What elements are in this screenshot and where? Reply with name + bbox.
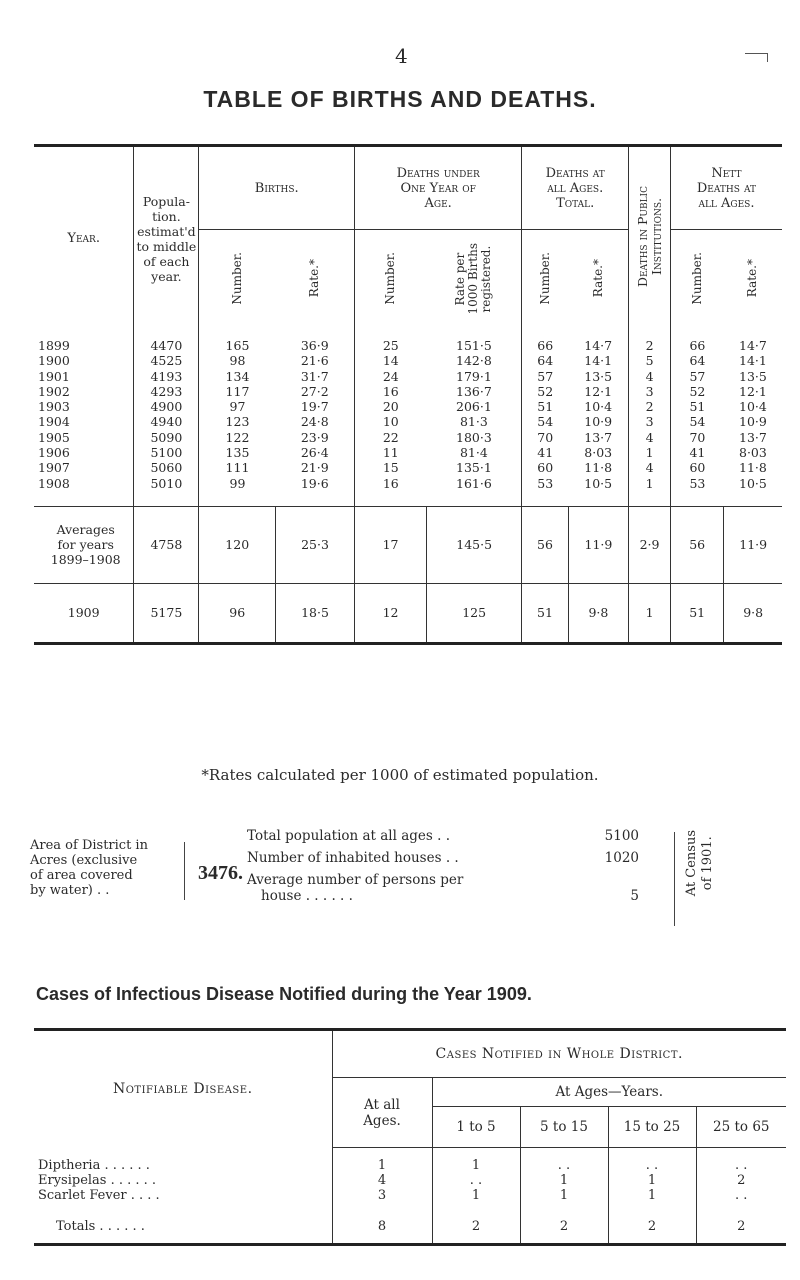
table-cell: 60 <box>522 460 568 475</box>
table-cell: 19·7 <box>300 399 329 415</box>
table-cell: 10·4 <box>739 399 767 415</box>
table-cell: 3 <box>629 414 671 429</box>
area-brace <box>180 842 185 900</box>
table-cell: 8·03 <box>584 445 613 461</box>
table-cell: 1 <box>520 1173 608 1188</box>
table-cell: . . <box>608 1148 696 1174</box>
table-row <box>34 1148 786 1174</box>
table-cell: 12·1 <box>739 383 767 399</box>
table-cell: 122 <box>199 430 276 445</box>
table-cell: 3 <box>629 384 671 399</box>
table-cell: 81·4 <box>459 445 488 461</box>
age-header-5-15: 5 to 15 <box>520 1107 608 1148</box>
year-cell: 1899 <box>38 338 70 353</box>
table-cell: 36·9 <box>300 338 329 353</box>
table-cell: 70 <box>689 429 706 445</box>
table-cell: 96 <box>199 583 276 643</box>
table-cell: 4193 <box>134 369 199 384</box>
table-cell: 98 <box>199 353 276 368</box>
table-cell: 2 <box>432 1209 520 1245</box>
year-cell: 1901 <box>38 368 70 384</box>
table-cell: 165 <box>199 330 276 353</box>
table-cell: 4470 <box>134 330 199 353</box>
averages-row <box>34 506 782 583</box>
table-cell: 3 <box>332 1188 432 1209</box>
table-cell: 20 <box>355 399 427 414</box>
table-cell: 52 <box>689 383 706 399</box>
table-cell: 136·7 <box>456 383 492 399</box>
year-1909-row <box>34 583 782 643</box>
births-header: Births. <box>199 146 355 230</box>
table-cell: 64 <box>522 353 568 368</box>
table-cell: 123 <box>199 414 276 429</box>
table-cell: 1909 <box>34 583 134 643</box>
table-cell: 5100 <box>134 445 199 460</box>
table-cell: 51 <box>522 583 568 643</box>
table-cell: 2 <box>629 399 671 414</box>
table-cell: 22 <box>355 430 427 445</box>
table-cell: 52 <box>522 384 568 399</box>
census-item: house . . . . . . 5 <box>261 888 639 904</box>
table-cell: 5 <box>629 353 671 368</box>
table-cell: 56 <box>522 506 568 583</box>
table-cell: 57 <box>522 369 568 384</box>
births-rate-header: Rate.* <box>307 259 322 298</box>
census-brace <box>670 832 675 926</box>
table-cell: 179·1 <box>456 368 492 384</box>
table-cell: 17 <box>355 506 427 583</box>
table-cell: 4758 <box>134 506 199 583</box>
table-cell: 14·7 <box>739 338 767 353</box>
table-row <box>34 1188 786 1209</box>
table-row <box>34 460 782 475</box>
table-cell: 13·7 <box>584 429 613 445</box>
table-cell: 53 <box>689 475 706 491</box>
infant-rate-header: Rate per 1000 Births registered. <box>453 242 494 315</box>
births-number-header: Number. <box>199 230 276 331</box>
disease-name: Scarlet Fever . . . . <box>38 1188 160 1203</box>
table-cell: 2 <box>608 1209 696 1245</box>
table-cell: 31·7 <box>300 368 329 384</box>
table-row <box>34 476 782 507</box>
page-title: TABLE OF BIRTHS AND DEATHS. <box>203 86 597 112</box>
table-row <box>34 330 782 353</box>
corner-mark <box>745 53 768 62</box>
table-cell: 4 <box>629 369 671 384</box>
table-cell: 25 <box>355 330 427 353</box>
table-cell: 24·8 <box>300 414 329 430</box>
year-cell: 1907 <box>38 460 70 476</box>
age-header-15-25: 15 to 25 <box>608 1107 696 1148</box>
table-cell: 11·9 <box>724 506 782 583</box>
table-cell: 2 <box>696 1173 786 1188</box>
births-deaths-table <box>34 144 782 645</box>
table-cell: 11·9 <box>568 506 628 583</box>
table-cell: 16 <box>355 476 427 507</box>
table-cell: 5010 <box>134 476 199 507</box>
table-cell: 97 <box>199 399 276 414</box>
table-cell: 9·8 <box>568 583 628 643</box>
cases-group-header: Cases Notified in Whole District. <box>332 1030 786 1078</box>
table-row <box>34 430 782 445</box>
table-cell: 51 <box>670 583 723 643</box>
table-cell: 5060 <box>134 460 199 475</box>
table-cell: 56 <box>670 506 723 583</box>
table-cell: 16 <box>355 384 427 399</box>
table-cell: 27·2 <box>300 383 329 399</box>
table-cell: 1 <box>629 583 671 643</box>
deaths-all-ages-header: Deaths at all Ages. Total. <box>522 146 629 230</box>
table-cell: 54 <box>689 414 706 430</box>
table-cell: 51 <box>689 399 706 415</box>
year-cell: 1900 <box>38 353 70 369</box>
table-cell: 12 <box>355 583 427 643</box>
table-cell: 8·03 <box>739 445 767 461</box>
table-cell: 23·9 <box>300 429 329 445</box>
all-ages-header: At all Ages. <box>332 1078 432 1148</box>
table-cell: 134 <box>199 369 276 384</box>
table-cell: 1 <box>629 445 671 460</box>
year-cell: 1903 <box>38 399 70 415</box>
table-cell: 11 <box>355 445 427 460</box>
table-cell: 9·8 <box>724 583 782 643</box>
table-cell: 21·9 <box>300 460 329 476</box>
table-cell: 4 <box>332 1173 432 1188</box>
table-cell: 10·4 <box>584 399 613 415</box>
table-row <box>34 414 782 429</box>
cases-title: Cases of Infectious Disease Notified during the Year 1909. <box>36 984 532 1004</box>
table-cell: 125 <box>427 583 522 643</box>
table-cell: 41 <box>522 445 568 460</box>
table-cell: 4525 <box>134 353 199 368</box>
deaths-number-header: Number. <box>522 230 568 331</box>
table-row <box>34 369 782 384</box>
table-cell: 13·5 <box>584 368 613 384</box>
table-cell: 161·6 <box>456 475 492 491</box>
table-cell: 4293 <box>134 384 199 399</box>
table-cell: 10·5 <box>739 475 767 491</box>
table-cell: 5090 <box>134 430 199 445</box>
table-cell: 1 <box>608 1173 696 1188</box>
table-cell: 5175 <box>134 583 199 643</box>
table-cell: 10 <box>355 414 427 429</box>
area-value: 3476. <box>198 862 243 884</box>
census-item: Total population at all ages . . 5100 <box>247 828 639 844</box>
infant-number-header: Number. <box>355 230 427 331</box>
table-row <box>34 353 782 368</box>
table-cell: 120 <box>199 506 276 583</box>
table-cell: 4940 <box>134 414 199 429</box>
table-cell: 15 <box>355 460 427 475</box>
table-cell: 57 <box>689 368 706 384</box>
table-cell: 151·5 <box>456 338 492 353</box>
table-cell: 2 <box>520 1209 608 1245</box>
table-cell: 1 <box>432 1148 520 1174</box>
table-cell: . . <box>432 1173 520 1188</box>
table-cell: 19·6 <box>300 475 329 491</box>
age-header-25-65: 25 to 65 <box>696 1107 786 1148</box>
table-cell: 81·3 <box>459 414 488 430</box>
year-cell: 1902 <box>38 383 70 399</box>
table-cell: 26·4 <box>300 445 329 461</box>
table-cell: 135·1 <box>456 460 492 476</box>
disease-name: Diptheria . . . . . . <box>38 1157 150 1173</box>
table-row <box>34 384 782 399</box>
table-cell: 13·7 <box>739 429 767 445</box>
table-cell: 12·1 <box>584 383 613 399</box>
disease-name: Erysipelas . . . . . . <box>38 1173 157 1188</box>
table-cell: 10·5 <box>584 475 613 491</box>
table-cell: . . <box>520 1148 608 1174</box>
table-cell: 66 <box>522 330 568 353</box>
table-cell: 14·1 <box>739 353 767 369</box>
table-cell: 24 <box>355 369 427 384</box>
rates-footnote: *Rates calculated per 1000 of estimated population. <box>201 766 599 784</box>
table-cell: 13·5 <box>739 368 767 384</box>
table-cell: 111 <box>199 460 276 475</box>
table-cell: 51 <box>522 399 568 414</box>
table-cell: 99 <box>199 476 276 507</box>
deaths-rate-header: Rate.* <box>590 259 605 298</box>
age-group-header: At Ages—Years. <box>432 1078 786 1107</box>
table-cell: 54 <box>522 414 568 429</box>
nett-rate-header: Rate.* <box>745 259 760 298</box>
table-cell: 41 <box>689 445 706 461</box>
table-cell: 4 <box>629 430 671 445</box>
table-cell: 10·9 <box>739 414 767 430</box>
table-cell: 14 <box>355 353 427 368</box>
table-cell: 2·9 <box>629 506 671 583</box>
year-cell: 1906 <box>38 445 70 461</box>
table-row <box>34 445 782 460</box>
averages-label: Averages for years 1899–1908 <box>34 506 134 583</box>
table-cell: 14·1 <box>584 353 613 369</box>
table-cell: 14·7 <box>584 338 613 353</box>
table-row <box>34 1173 786 1188</box>
table-cell: 142·8 <box>456 353 492 369</box>
area-label: Area of District in Acres (exclusive of area covered by water) . . <box>30 838 148 898</box>
year-cell: 1905 <box>38 429 70 445</box>
totals-label: Totals . . . . . . <box>34 1209 332 1245</box>
table-cell: 1 <box>608 1188 696 1209</box>
year-header: Year. <box>34 146 134 331</box>
year-cell: 1908 <box>38 475 70 491</box>
table-cell: 206·1 <box>456 399 492 415</box>
table-cell: 60 <box>689 460 706 476</box>
nett-deaths-header: Nett Deaths at all Ages. <box>670 146 782 230</box>
table-cell: 66 <box>689 338 706 353</box>
totals-row <box>34 1209 786 1245</box>
nett-number-header: Number. <box>689 252 704 305</box>
table-cell: 2 <box>696 1209 786 1245</box>
table-cell: 64 <box>689 353 706 369</box>
table-cell: 4900 <box>134 399 199 414</box>
table-cell: 11·8 <box>739 460 767 476</box>
table-cell: 1 <box>629 476 671 507</box>
page-number: 4 <box>395 44 408 68</box>
age-header-1-5: 1 to 5 <box>432 1107 520 1148</box>
table-cell: 25·3 <box>276 506 355 583</box>
table-cell: . . <box>696 1148 786 1174</box>
table-cell: 1 <box>520 1188 608 1209</box>
population-header: Popula- tion. estimat'd to middle of each year. <box>134 146 199 331</box>
infectious-disease-table <box>34 1028 786 1246</box>
table-cell: 70 <box>522 430 568 445</box>
deaths-institutions-header: Deaths in Public Institutions. <box>629 146 671 331</box>
table-cell: 145·5 <box>427 506 522 583</box>
table-cell: 180·3 <box>456 429 492 445</box>
table-cell: 1 <box>332 1148 432 1174</box>
table-cell: 21·6 <box>300 353 329 369</box>
table-cell: 18·5 <box>276 583 355 643</box>
census-list <box>247 826 639 908</box>
table-cell: 11·8 <box>584 460 613 476</box>
table-cell: 10·9 <box>584 414 613 430</box>
table-cell: . . <box>696 1188 786 1209</box>
table-cell: 4 <box>629 460 671 475</box>
deaths-under-one-header: Deaths under One Year of Age. <box>355 146 522 230</box>
table-cell: 117 <box>199 384 276 399</box>
census-item: Number of inhabited houses . . 1020 <box>247 850 639 866</box>
census-item: Average number of persons per <box>247 872 464 888</box>
year-cell: 1904 <box>38 414 70 430</box>
table-cell: 1 <box>432 1188 520 1209</box>
table-cell: 135 <box>199 445 276 460</box>
disease-header: Notifiable Disease. <box>34 1030 332 1148</box>
table-row <box>34 399 782 414</box>
table-cell: 53 <box>522 476 568 507</box>
table-cell: 8 <box>332 1209 432 1245</box>
census-note: At Census of 1901. <box>684 830 715 897</box>
table-cell: 2 <box>629 330 671 353</box>
